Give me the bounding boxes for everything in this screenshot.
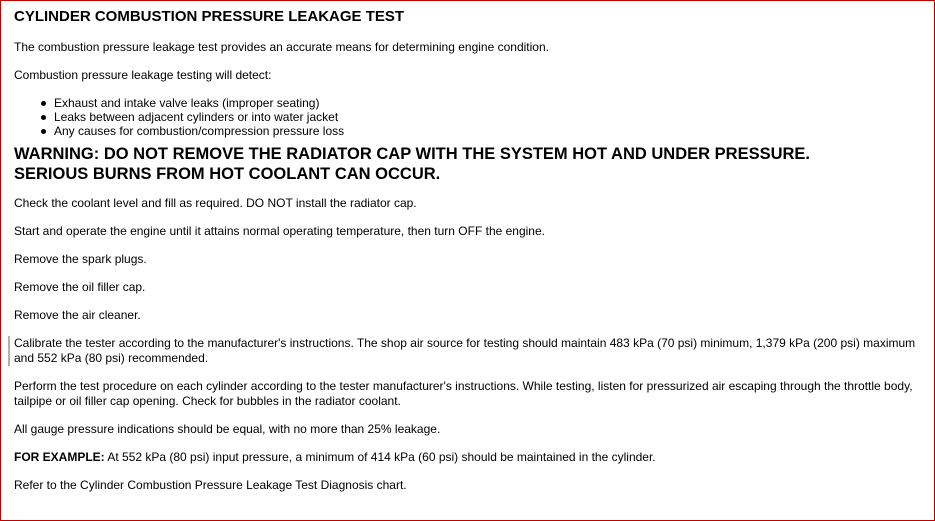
step-remove-air-cleaner: Remove the air cleaner. bbox=[14, 308, 141, 322]
list-item: Any causes for combustion/compression pressure loss bbox=[41, 124, 926, 138]
list-item: Exhaust and intake valve leaks (improper seating) bbox=[41, 96, 926, 110]
step-perform-test: Perform the test procedure on each cylinder according to the tester manufacturer's instructions. While testing, listen for pressurized air escaping through the throttle body, tailpipe or oil filler cap opening. Check for bubbles in the radiator coolant. bbox=[14, 379, 913, 408]
detect-intro-paragraph: Combustion pressure leakage testing will detect: bbox=[14, 68, 272, 82]
document-content bbox=[14, 7, 926, 493]
page-title: CYLINDER COMBUSTION PRESSURE LEAKAGE TEST bbox=[14, 8, 405, 25]
step-check-coolant: Check the coolant level and fill as required. DO NOT install the radiator cap. bbox=[14, 196, 417, 210]
intro-paragraph: The combustion pressure leakage test provides an accurate means for determining engine condition. bbox=[14, 40, 549, 54]
example-paragraph bbox=[14, 450, 926, 465]
step-warm-engine: Start and operate the engine until it attains normal operating temperature, then turn OFF the engine. bbox=[14, 224, 545, 238]
refer-paragraph: Refer to the Cylinder Combustion Pressure Leakage Test Diagnosis chart. bbox=[14, 478, 407, 492]
warning-block bbox=[14, 144, 926, 184]
example-label: FOR EXAMPLE: bbox=[14, 450, 105, 464]
step-calibrate-text: Calibrate the tester according to the manufacturer's instructions. The shop air source for testing should maintain 483 kPa (70 psi) minimum, 1,379 kPa (200 psi) maximum and 552 kPa (80 psi) recommended. bbox=[14, 336, 916, 365]
step-gauge-indications: All gauge pressure indications should be equal, with no more than 25% leakage. bbox=[14, 422, 441, 436]
warning-line-2: SERIOUS BURNS FROM HOT COOLANT CAN OCCUR. bbox=[14, 165, 441, 183]
list-item: Leaks between adjacent cylinders or into water jacket bbox=[41, 110, 926, 124]
step-remove-oil-filler-cap: Remove the oil filler cap. bbox=[14, 280, 146, 294]
change-bar bbox=[8, 336, 10, 366]
step-remove-spark-plugs: Remove the spark plugs. bbox=[14, 252, 147, 266]
step-calibrate-tester bbox=[14, 336, 926, 366]
example-text: At 552 kPa (80 psi) input pressure, a minimum of 414 kPa (60 psi) should be maintained in the cylinder. bbox=[104, 450, 656, 464]
warning-line-1: WARNING: DO NOT REMOVE THE RADIATOR CAP WITH THE SYSTEM HOT AND UNDER PRESSURE. bbox=[14, 145, 811, 163]
detect-list bbox=[14, 96, 926, 138]
